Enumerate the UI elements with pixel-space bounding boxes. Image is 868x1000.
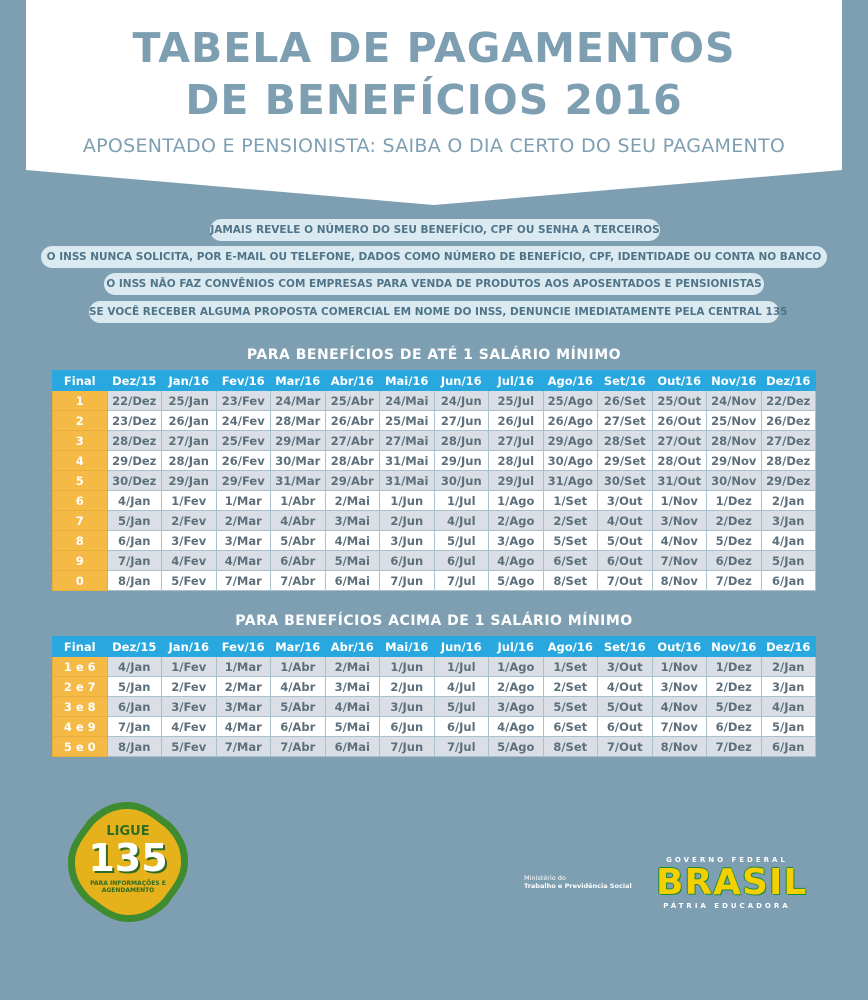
column-header-month: Mai/16 [380,637,435,657]
table-row [53,451,816,471]
table-row [53,657,816,677]
payment-date-cell: 5/Mai [325,551,380,571]
table-row [53,511,816,531]
payment-date-cell: 2/Jun [380,511,435,531]
column-header-month: Fev/16 [216,371,271,391]
payment-date-cell: 5/Out [598,531,653,551]
payment-date-cell: 30/Mar [271,451,326,471]
payment-date-cell: 26/Jan [162,411,217,431]
payment-date-cell: 6/Mai [325,571,380,591]
payment-date-cell: 1/Dez [707,491,762,511]
payment-date-cell: 29/Set [598,451,653,471]
payment-date-cell: 4/Fev [162,717,217,737]
payment-date-cell: 26/Dez [761,411,816,431]
payment-date-cell: 2/Set [543,677,598,697]
payment-date-cell: 6/Abr [271,717,326,737]
payment-date-cell: 4/Jan [761,697,816,717]
notice-1: JAMAIS REVELE O NÚMERO DO SEU BENEFÍCIO, CPF OU SENHA A TERCEIROS [210,219,660,241]
payment-date-cell: 4/Abr [271,677,326,697]
column-header-month: Dez/15 [107,637,162,657]
payment-date-cell: 24/Jun [434,391,489,411]
payment-date-cell: 5/Set [543,531,598,551]
payment-date-cell: 27/Out [652,431,707,451]
payment-date-cell: 25/Out [652,391,707,411]
payment-date-cell: 26/Abr [325,411,380,431]
table1-title: PARA BENEFÍCIOS DE ATÉ 1 SALÁRIO MÍNIMO [246,347,622,363]
ministerio-line1: Ministério do [524,874,566,882]
payment-date-cell: 2/Set [543,511,598,531]
payment-date-cell: 4/Fev [162,551,217,571]
table-row [53,571,816,591]
column-header-month: Jul/16 [489,371,544,391]
payment-date-cell: 27/Mai [380,431,435,451]
ligue-number: 135 [88,836,168,880]
payment-date-cell: 2/Fev [162,511,217,531]
payment-date-cell: 4/Abr [271,511,326,531]
payment-date-cell: 3/Nov [652,677,707,697]
payment-date-cell: 5/Abr [271,531,326,551]
payment-date-cell: 26/Out [652,411,707,431]
final-digit-cell: 2 e 7 [53,677,108,697]
payment-date-cell: 5/Fev [162,571,217,591]
payment-date-cell: 4/Mai [325,697,380,717]
payment-date-cell: 4/Mar [216,551,271,571]
column-header-month: Mai/16 [380,371,435,391]
column-header-month: Nov/16 [707,371,762,391]
payment-date-cell: 7/Nov [652,717,707,737]
payment-date-cell: 26/Fev [216,451,271,471]
payment-date-cell: 3/Fev [162,697,217,717]
payment-date-cell: 5/Mai [325,717,380,737]
column-header-month: Abr/16 [325,371,380,391]
payment-date-cell: 5/Jan [107,677,162,697]
ligue-caption: PARA INFORMAÇÕES E AGENDAMENTO [90,880,166,894]
payment-date-cell: 1/Jul [434,657,489,677]
payment-date-cell: 2/Fev [162,677,217,697]
payment-date-cell: 30/Jun [434,471,489,491]
payment-date-cell: 30/Set [598,471,653,491]
table-row [53,531,816,551]
table-row [53,717,816,737]
payment-date-cell: 27/Set [598,411,653,431]
payment-date-cell: 6/Jul [434,717,489,737]
payment-date-cell: 6/Set [543,717,598,737]
payment-date-cell: 4/Ago [489,717,544,737]
ligue-label: LIGUE [106,824,150,839]
payment-date-cell: 29/Nov [707,451,762,471]
payment-date-cell: 27/Jun [434,411,489,431]
payment-date-cell: 4/Out [598,677,653,697]
column-header-month: Set/16 [598,371,653,391]
payment-date-cell: 31/Out [652,471,707,491]
payment-date-cell: 3/Mai [325,511,380,531]
payment-date-cell: 5/Dez [707,531,762,551]
final-digit-cell: 5 [53,471,108,491]
payment-date-cell: 22/Dez [761,391,816,411]
payment-date-cell: 2/Mai [325,491,380,511]
table-row [53,737,816,757]
gov-brasil-text: BRASIL [656,862,808,903]
payment-date-cell: 30/Dez [107,471,162,491]
payment-date-cell: 1/Dez [707,657,762,677]
payment-date-cell: 1/Mar [216,491,271,511]
payment-date-cell: 28/Abr [325,451,380,471]
payment-date-cell: 7/Abr [271,571,326,591]
column-header-month: Jan/16 [162,637,217,657]
payment-date-cell: 7/Nov [652,551,707,571]
payment-date-cell: 28/Mar [271,411,326,431]
payment-date-cell: 5/Set [543,697,598,717]
payment-date-cell: 1/Nov [652,657,707,677]
payment-date-cell: 2/Mar [216,511,271,531]
payment-date-cell: 2/Mar [216,677,271,697]
column-header-month: Ago/16 [543,371,598,391]
payment-date-cell: 25/Jul [489,391,544,411]
table-row [53,677,816,697]
payment-date-cell: 5/Jan [761,551,816,571]
payment-date-cell: 5/Jul [434,697,489,717]
page-title-line1: TABELA DE PAGAMENTOS [132,24,736,72]
payment-date-cell: 28/Nov [707,431,762,451]
column-header-month: Dez/16 [761,637,816,657]
table-row [53,471,816,491]
payment-date-cell: 25/Fev [216,431,271,451]
table-row [53,391,816,411]
payment-date-cell: 26/Jul [489,411,544,431]
payment-date-cell: 7/Out [598,737,653,757]
payment-date-cell: 4/Mai [325,531,380,551]
payment-date-cell: 2/Ago [489,677,544,697]
column-header-month: Jun/16 [434,371,489,391]
payment-date-cell: 8/Set [543,571,598,591]
payment-date-cell: 4/Jul [434,511,489,531]
payment-date-cell: 6/Jan [761,571,816,591]
payment-date-cell: 4/Nov [652,697,707,717]
column-header-final: Final [53,637,108,657]
payment-date-cell: 4/Out [598,511,653,531]
payment-date-cell: 3/Jun [380,697,435,717]
table-row [53,551,816,571]
column-header-month: Jun/16 [434,637,489,657]
payment-date-cell: 7/Jul [434,571,489,591]
payment-date-cell: 3/Mar [216,531,271,551]
payment-date-cell: 1/Jul [434,491,489,511]
final-digit-cell: 5 e 0 [53,737,108,757]
payment-date-cell: 28/Set [598,431,653,451]
payment-date-cell: 1/Ago [489,657,544,677]
payment-date-cell: 1/Nov [652,491,707,511]
ministerio-line2: Trabalho e Previdência Social [524,882,632,890]
payment-date-cell: 3/Mai [325,677,380,697]
payment-date-cell: 2/Dez [707,677,762,697]
header-banner [0,0,868,205]
payment-table-above-minimum [52,636,816,757]
payment-date-cell: 6/Mai [325,737,380,757]
payment-date-cell: 28/Dez [107,431,162,451]
payment-date-cell: 25/Jan [162,391,217,411]
payment-date-cell: 31/Mai [380,471,435,491]
payment-date-cell: 5/Jan [761,717,816,737]
payment-date-cell: 25/Abr [325,391,380,411]
payment-date-cell: 6/Jan [107,697,162,717]
payment-date-cell: 3/Out [598,491,653,511]
payment-date-cell: 5/Out [598,697,653,717]
payment-date-cell: 1/Set [543,491,598,511]
final-digit-cell: 6 [53,491,108,511]
payment-date-cell: 6/Jun [380,717,435,737]
payment-date-cell: 7/Jun [380,737,435,757]
payment-date-cell: 8/Jan [107,737,162,757]
payment-date-cell: 3/Out [598,657,653,677]
payment-date-cell: 1/Abr [271,491,326,511]
payment-date-cell: 28/Out [652,451,707,471]
table-row [53,431,816,451]
payment-date-cell: 3/Nov [652,511,707,531]
payment-date-cell: 6/Jun [380,551,435,571]
payment-date-cell: 1/Fev [162,491,217,511]
payment-date-cell: 24/Mai [380,391,435,411]
payment-date-cell: 24/Nov [707,391,762,411]
payment-date-cell: 1/Abr [271,657,326,677]
payment-table-minimum [52,370,816,591]
payment-date-cell: 7/Jan [107,717,162,737]
payment-date-cell: 2/Ago [489,511,544,531]
notice-4: SE VOCÊ RECEBER ALGUMA PROPOSTA COMERCIAL EM NOME DO INSS, DENUNCIE IMEDIATAMENTE PELA CENTRAL 135 [89,301,779,323]
payment-date-cell: 7/Jul [434,737,489,757]
payment-date-cell: 6/Abr [271,551,326,571]
table2-title: PARA BENEFÍCIOS ACIMA DE 1 SALÁRIO MÍNIMO [235,613,633,629]
page-subtitle: APOSENTADO E PENSIONISTA: SAIBA O DIA CERTO DO SEU PAGAMENTO [82,135,786,157]
payment-date-cell: 2/Jun [380,677,435,697]
column-header-month: Abr/16 [325,637,380,657]
payment-date-cell: 31/Mar [271,471,326,491]
column-header-month: Nov/16 [707,637,762,657]
column-header-month: Fev/16 [216,637,271,657]
column-header-month: Set/16 [598,637,653,657]
gov-bottom-text: PÁTRIA EDUCADORA [663,902,791,910]
payment-date-cell: 3/Jan [761,677,816,697]
column-header-month: Mar/16 [271,637,326,657]
payment-date-cell: 1/Mar [216,657,271,677]
payment-date-cell: 28/Jun [434,431,489,451]
payment-date-cell: 25/Nov [707,411,762,431]
payment-date-cell: 8/Jan [107,571,162,591]
payment-date-cell: 31/Mai [380,451,435,471]
payment-date-cell: 1/Fev [162,657,217,677]
gov-top-text: GOVERNO FEDERAL [666,856,788,864]
payment-date-cell: 28/Jul [489,451,544,471]
column-header-month: Jan/16 [162,371,217,391]
payment-date-cell: 25/Ago [543,391,598,411]
payment-date-cell: 31/Ago [543,471,598,491]
payment-date-cell: 2/Jan [761,657,816,677]
payment-date-cell: 4/Jan [761,531,816,551]
payment-date-cell: 2/Jan [761,491,816,511]
payment-date-cell: 8/Nov [652,571,707,591]
payment-date-cell: 30/Ago [543,451,598,471]
payment-date-cell: 5/Ago [489,737,544,757]
payment-date-cell: 29/Fev [216,471,271,491]
page-title-line2: DE BENEFÍCIOS 2016 [185,76,683,124]
final-digit-cell: 3 [53,431,108,451]
table-row [53,411,816,431]
payment-date-cell: 6/Dez [707,717,762,737]
notice-3: O INSS NÃO FAZ CONVÊNIOS COM EMPRESAS PARA VENDA DE PRODUTOS AOS APOSENTADOS E PENSIONISTAS [104,273,764,295]
payment-date-cell: 5/Ago [489,571,544,591]
final-digit-cell: 4 e 9 [53,717,108,737]
payment-date-cell: 6/Dez [707,551,762,571]
payment-date-cell: 3/Jun [380,531,435,551]
final-digit-cell: 2 [53,411,108,431]
payment-date-cell: 1/Jun [380,491,435,511]
column-header-month: Dez/15 [107,371,162,391]
payment-date-cell: 3/Ago [489,531,544,551]
payment-date-cell: 7/Abr [271,737,326,757]
payment-date-cell: 23/Fev [216,391,271,411]
payment-date-cell: 3/Ago [489,697,544,717]
payment-date-cell: 29/Dez [761,471,816,491]
payment-date-cell: 7/Dez [707,571,762,591]
final-digit-cell: 7 [53,511,108,531]
payment-date-cell: 4/Jan [107,657,162,677]
column-header-month: Mar/16 [271,371,326,391]
column-header-month: Jul/16 [489,637,544,657]
payment-date-cell: 27/Jan [162,431,217,451]
final-digit-cell: 9 [53,551,108,571]
payment-date-cell: 7/Mar [216,571,271,591]
payment-date-cell: 8/Set [543,737,598,757]
payment-date-cell: 29/Abr [325,471,380,491]
column-header-month: Out/16 [652,637,707,657]
payment-date-cell: 29/Jun [434,451,489,471]
payment-date-cell: 2/Dez [707,511,762,531]
payment-date-cell: 30/Nov [707,471,762,491]
payment-date-cell: 6/Jul [434,551,489,571]
payment-date-cell: 29/Mar [271,431,326,451]
payment-date-cell: 1/Ago [489,491,544,511]
payment-date-cell: 4/Mar [216,717,271,737]
payment-date-cell: 4/Jul [434,677,489,697]
payment-date-cell: 28/Dez [761,451,816,471]
payment-date-cell: 27/Jul [489,431,544,451]
payment-date-cell: 29/Dez [107,451,162,471]
payment-date-cell: 29/Ago [543,431,598,451]
payment-date-cell: 5/Dez [707,697,762,717]
payment-date-cell: 23/Dez [107,411,162,431]
payment-date-cell: 29/Jan [162,471,217,491]
payment-date-cell: 6/Out [598,717,653,737]
governo-federal-logo [656,856,808,910]
table-row [53,697,816,717]
payment-date-cell: 26/Set [598,391,653,411]
payment-date-cell: 27/Abr [325,431,380,451]
table-header-row [53,371,816,391]
payment-date-cell: 24/Mar [271,391,326,411]
payment-date-cell: 7/Dez [707,737,762,757]
payment-date-cell: 4/Ago [489,551,544,571]
payment-date-cell: 7/Jan [107,551,162,571]
payment-date-cell: 5/Jan [107,511,162,531]
payment-date-cell: 2/Mai [325,657,380,677]
payment-date-cell: 28/Jan [162,451,217,471]
payment-date-cell: 1/Set [543,657,598,677]
payment-date-cell: 5/Abr [271,697,326,717]
payment-date-cell: 25/Mai [380,411,435,431]
payment-date-cell: 26/Ago [543,411,598,431]
column-header-month: Dez/16 [761,371,816,391]
column-header-month: Ago/16 [543,637,598,657]
payment-date-cell: 7/Jun [380,571,435,591]
payment-date-cell: 22/Dez [107,391,162,411]
payment-date-cell: 8/Nov [652,737,707,757]
final-digit-cell: 0 [53,571,108,591]
payment-date-cell: 6/Jan [761,737,816,757]
ministerio-logo [524,874,634,890]
payment-date-cell: 27/Dez [761,431,816,451]
column-header-month: Out/16 [652,371,707,391]
payment-date-cell: 5/Jul [434,531,489,551]
payment-date-cell: 1/Jun [380,657,435,677]
payment-date-cell: 6/Out [598,551,653,571]
final-digit-cell: 1 [53,391,108,411]
final-digit-cell: 1 e 6 [53,657,108,677]
payment-date-cell: 3/Fev [162,531,217,551]
table-row [53,491,816,511]
payment-date-cell: 4/Jan [107,491,162,511]
table-header-row [53,637,816,657]
payment-date-cell: 6/Set [543,551,598,571]
payment-date-cell: 29/Jul [489,471,544,491]
payment-date-cell: 3/Jan [761,511,816,531]
final-digit-cell: 8 [53,531,108,551]
final-digit-cell: 4 [53,451,108,471]
payment-date-cell: 5/Fev [162,737,217,757]
payment-date-cell: 7/Mar [216,737,271,757]
notice-2: O INSS NUNCA SOLICITA, POR E-MAIL OU TELEFONE, DADOS COMO NÚMERO DE BENEFÍCIO, CPF, IDENTIDADE OU CONTA NO BANCO [41,246,827,268]
payment-date-cell: 24/Fev [216,411,271,431]
column-header-final: Final [53,371,108,391]
final-digit-cell: 3 e 8 [53,697,108,717]
payment-date-cell: 6/Jan [107,531,162,551]
payment-date-cell: 4/Nov [652,531,707,551]
payment-date-cell: 3/Mar [216,697,271,717]
payment-date-cell: 7/Out [598,571,653,591]
